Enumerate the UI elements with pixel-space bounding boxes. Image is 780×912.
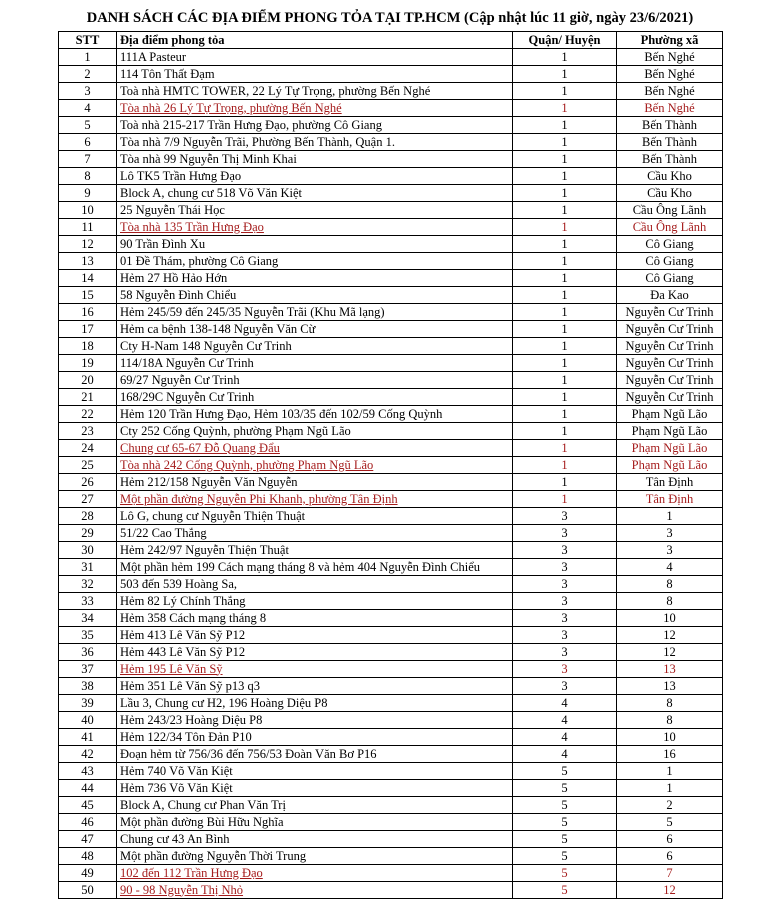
row-ward: Tân Định [617,474,723,491]
row-district: 3 [513,627,617,644]
table-row [59,83,723,100]
row-stt: 42 [59,746,117,763]
row-location: Hẻm 120 Trần Hưng Đạo, Hẻm 103/35 đến 102/59 Cống Quỳnh [117,406,513,423]
row-stt: 1 [59,49,117,66]
row-location: Toà nhà HMTC TOWER, 22 Lý Tự Trọng, phường Bến Nghé [117,83,513,100]
row-location: Hẻm 122/34 Tôn Đản P10 [117,729,513,746]
row-stt: 37 [59,661,117,678]
row-district: 4 [513,729,617,746]
table-row [59,253,723,270]
row-district: 5 [513,814,617,831]
row-location: Hẻm 358 Cách mạng tháng 8 [117,610,513,627]
row-location: Hẻm 413 Lê Văn Sỹ P12 [117,627,513,644]
table-row [59,338,723,355]
table-row [59,576,723,593]
row-ward: 6 [617,848,723,865]
row-location: 114/18A Nguyễn Cư Trinh [117,355,513,372]
row-location: 114 Tôn Thất Đạm [117,66,513,83]
row-district: 1 [513,168,617,185]
row-district: 1 [513,270,617,287]
row-ward: 8 [617,695,723,712]
row-location: Tòa nhà 99 Nguyễn Thị Minh Khai [117,151,513,168]
table-row [59,559,723,576]
table-row [59,678,723,695]
table-row [59,797,723,814]
row-district: 3 [513,508,617,525]
row-ward: Phạm Ngũ Lão [617,457,723,474]
row-district: 1 [513,236,617,253]
row-ward: Cô Giang [617,270,723,287]
row-district: 1 [513,338,617,355]
row-location: Tòa nhà 7/9 Nguyễn Trãi, Phường Bến Thành, Quận 1. [117,134,513,151]
table-row [59,644,723,661]
table-body [59,49,723,899]
table-row [59,457,723,474]
row-stt: 21 [59,389,117,406]
row-district: 1 [513,355,617,372]
row-district: 4 [513,746,617,763]
table-row [59,729,723,746]
row-location: 25 Nguyễn Thái Học [117,202,513,219]
row-stt: 6 [59,134,117,151]
table-row [59,355,723,372]
table-row [59,168,723,185]
row-district: 5 [513,763,617,780]
row-ward: 3 [617,525,723,542]
row-district: 1 [513,406,617,423]
row-location: 90 - 98 Nguyễn Thị Nhỏ [117,882,513,899]
row-stt: 32 [59,576,117,593]
row-stt: 45 [59,797,117,814]
header-location: Địa điểm phong tỏa [117,32,513,49]
row-location: Hẻm 242/97 Nguyễn Thiện Thuật [117,542,513,559]
header-ward: Phường xã [617,32,723,49]
row-ward: 13 [617,661,723,678]
row-location: Đoạn hẻm từ 756/36 đến 756/53 Đoàn Văn Bơ P16 [117,746,513,763]
row-district: 3 [513,644,617,661]
row-location: Hẻm 243/23 Hoàng Diệu P8 [117,712,513,729]
row-ward: Đa Kao [617,287,723,304]
row-ward: Cầu Ông Lãnh [617,202,723,219]
row-district: 1 [513,457,617,474]
row-district: 4 [513,695,617,712]
row-stt: 29 [59,525,117,542]
table-row [59,117,723,134]
row-stt: 46 [59,814,117,831]
row-district: 1 [513,491,617,508]
row-district: 1 [513,151,617,168]
row-ward: Phạm Ngũ Lão [617,440,723,457]
row-district: 1 [513,66,617,83]
row-district: 1 [513,185,617,202]
row-stt: 20 [59,372,117,389]
row-stt: 7 [59,151,117,168]
table-row [59,321,723,338]
table-row [59,440,723,457]
row-ward: Bến Thành [617,134,723,151]
row-ward: 3 [617,542,723,559]
row-ward: 16 [617,746,723,763]
row-district: 1 [513,49,617,66]
row-district: 1 [513,100,617,117]
table-row [59,219,723,236]
row-stt: 41 [59,729,117,746]
row-stt: 5 [59,117,117,134]
row-stt: 33 [59,593,117,610]
table-row [59,49,723,66]
row-district: 4 [513,712,617,729]
row-stt: 23 [59,423,117,440]
row-ward: Bến Thành [617,151,723,168]
row-location: Một phần hẻm 199 Cách mạng tháng 8 và hẻm 404 Nguyễn Đình Chiểu [117,559,513,576]
row-district: 3 [513,610,617,627]
row-district: 3 [513,559,617,576]
table-row [59,831,723,848]
row-stt: 2 [59,66,117,83]
row-district: 5 [513,882,617,899]
row-location: Hẻm 82 Lý Chính Thắng [117,593,513,610]
row-ward: Cô Giang [617,236,723,253]
document-title: DANH SÁCH CÁC ĐỊA ĐIỂM PHONG TỎA TẠI TP.HCM (Cập nhật lúc 11 giờ, ngày 23/6/2021) [86,10,694,26]
row-location: Một phần đường Nguyễn Thời Trung [117,848,513,865]
row-district: 3 [513,661,617,678]
row-ward: 12 [617,882,723,899]
row-district: 1 [513,202,617,219]
row-ward: Bến Nghé [617,83,723,100]
row-location: Hẻm ca bệnh 138-148 Nguyễn Văn Cừ [117,321,513,338]
row-location: Hẻm 245/59 đến 245/35 Nguyễn Trãi (Khu Mã lạng) [117,304,513,321]
row-stt: 4 [59,100,117,117]
row-ward: Nguyễn Cư Trinh [617,321,723,338]
row-district: 1 [513,219,617,236]
row-stt: 30 [59,542,117,559]
row-ward: 7 [617,865,723,882]
table-row [59,610,723,627]
row-stt: 38 [59,678,117,695]
row-district: 5 [513,831,617,848]
table-row [59,525,723,542]
row-ward: Nguyễn Cư Trinh [617,372,723,389]
table-row [59,185,723,202]
row-ward: 12 [617,644,723,661]
row-ward: 8 [617,593,723,610]
row-ward: 2 [617,797,723,814]
table-row [59,695,723,712]
table-row [59,66,723,83]
row-stt: 9 [59,185,117,202]
row-ward: Nguyễn Cư Trinh [617,338,723,355]
row-location: 168/29C Nguyễn Cư Trinh [117,389,513,406]
row-location: Lầu 3, Chung cư H2, 196 Hoàng Diệu P8 [117,695,513,712]
row-ward: Bến Nghé [617,66,723,83]
row-district: 1 [513,134,617,151]
row-district: 3 [513,542,617,559]
row-ward: Cầu Kho [617,185,723,202]
row-ward: Phạm Ngũ Lão [617,406,723,423]
table-row [59,593,723,610]
row-location: Hẻm 351 Lê Văn Sỹ p13 q3 [117,678,513,695]
row-location: Block A, chung cư 518 Võ Văn Kiệt [117,185,513,202]
table-row [59,508,723,525]
row-district: 1 [513,321,617,338]
table-row [59,287,723,304]
table-row [59,423,723,440]
table-row [59,746,723,763]
row-district: 3 [513,576,617,593]
row-ward: 1 [617,780,723,797]
row-district: 5 [513,780,617,797]
row-district: 1 [513,372,617,389]
row-ward: Bến Nghé [617,49,723,66]
row-district: 5 [513,797,617,814]
table-row [59,627,723,644]
row-stt: 10 [59,202,117,219]
table-row [59,712,723,729]
row-ward: 12 [617,627,723,644]
row-stt: 50 [59,882,117,899]
row-location: Tòa nhà 26 Lý Tự Trọng, phường Bến Nghé [117,100,513,117]
row-district: 1 [513,253,617,270]
row-district: 1 [513,117,617,134]
row-ward: 8 [617,576,723,593]
table-row [59,882,723,899]
row-stt: 25 [59,457,117,474]
row-stt: 24 [59,440,117,457]
table-row [59,661,723,678]
row-location: 58 Nguyễn Đình Chiểu [117,287,513,304]
row-stt: 28 [59,508,117,525]
row-ward: Tân Định [617,491,723,508]
row-ward: Phạm Ngũ Lão [617,423,723,440]
row-stt: 36 [59,644,117,661]
row-location: 90 Trần Đình Xu [117,236,513,253]
table-row [59,763,723,780]
row-location: Một phần đường Nguyễn Phi Khanh, phường Tân Định [117,491,513,508]
table-row [59,134,723,151]
table-row [59,491,723,508]
table-row [59,372,723,389]
table-header-row [59,32,723,49]
row-district: 3 [513,593,617,610]
row-stt: 44 [59,780,117,797]
row-location: Một phần đường Bùi Hữu Nghĩa [117,814,513,831]
row-stt: 39 [59,695,117,712]
table-row [59,151,723,168]
row-ward: 13 [617,678,723,695]
row-ward: Cầu Ông Lãnh [617,219,723,236]
row-stt: 22 [59,406,117,423]
row-location: Chung cư 65-67 Đỗ Quang Đẩu [117,440,513,457]
table-row [59,474,723,491]
row-location: Tòa nhà 242 Cống Quỳnh, phường Phạm Ngũ Lão [117,457,513,474]
row-ward: 8 [617,712,723,729]
row-location: Hẻm 212/158 Nguyễn Văn Nguyễn [117,474,513,491]
row-ward: 4 [617,559,723,576]
row-ward: 10 [617,729,723,746]
row-ward: Cô Giang [617,253,723,270]
row-district: 1 [513,440,617,457]
row-location: Lô TK5 Trần Hưng Đạo [117,168,513,185]
row-stt: 34 [59,610,117,627]
table-row [59,814,723,831]
table-row [59,202,723,219]
row-ward: Nguyễn Cư Trinh [617,355,723,372]
row-ward: 10 [617,610,723,627]
table-row [59,406,723,423]
header-district: Quận/ Huyện [513,32,617,49]
row-stt: 27 [59,491,117,508]
row-location: Tòa nhà 135 Trần Hưng Đạo [117,219,513,236]
row-stt: 19 [59,355,117,372]
row-stt: 3 [59,83,117,100]
row-district: 3 [513,525,617,542]
row-stt: 14 [59,270,117,287]
row-location: Hẻm 740 Võ Văn Kiệt [117,763,513,780]
row-district: 1 [513,287,617,304]
row-stt: 11 [59,219,117,236]
row-stt: 12 [59,236,117,253]
row-location: Chung cư 43 An Bình [117,831,513,848]
row-stt: 47 [59,831,117,848]
row-district: 1 [513,83,617,100]
row-stt: 31 [59,559,117,576]
row-stt: 16 [59,304,117,321]
lockdown-table [58,31,723,899]
table-row [59,270,723,287]
row-location: 51/22 Cao Thắng [117,525,513,542]
table-row [59,542,723,559]
table-row [59,389,723,406]
row-ward: Nguyễn Cư Trinh [617,304,723,321]
row-ward: 6 [617,831,723,848]
row-location: Cty 252 Cống Quỳnh, phường Phạm Ngũ Lão [117,423,513,440]
row-location: Hẻm 27 Hồ Hảo Hớn [117,270,513,287]
row-location: Hẻm 736 Võ Văn Kiệt [117,780,513,797]
row-district: 1 [513,304,617,321]
row-district: 5 [513,865,617,882]
row-location: Lô G, chung cư Nguyễn Thiện Thuật [117,508,513,525]
row-district: 5 [513,848,617,865]
row-location: Hẻm 443 Lê Văn Sỹ P12 [117,644,513,661]
row-stt: 8 [59,168,117,185]
table-row [59,236,723,253]
row-district: 1 [513,423,617,440]
row-location: Cty H-Nam 148 Nguyễn Cư Trinh [117,338,513,355]
row-location: 01 Đề Thám, phường Cô Giang [117,253,513,270]
row-ward: 1 [617,508,723,525]
row-stt: 40 [59,712,117,729]
row-location: 102 đến 112 Trần Hưng Đạo [117,865,513,882]
row-location: Block A, Chung cư Phan Văn Trị [117,797,513,814]
row-stt: 17 [59,321,117,338]
table-row [59,848,723,865]
row-stt: 49 [59,865,117,882]
row-stt: 15 [59,287,117,304]
row-location: 69/27 Nguyễn Cư Trinh [117,372,513,389]
row-ward: 1 [617,763,723,780]
row-ward: Nguyễn Cư Trinh [617,389,723,406]
row-stt: 48 [59,848,117,865]
row-location: Hẻm 195 Lê Văn Sỹ [117,661,513,678]
row-location: Toà nhà 215-217 Trần Hưng Đạo, phường Cô Giang [117,117,513,134]
table-row [59,304,723,321]
row-stt: 18 [59,338,117,355]
row-ward: Bến Nghé [617,100,723,117]
row-stt: 35 [59,627,117,644]
table-row [59,100,723,117]
row-ward: Cầu Kho [617,168,723,185]
row-ward: 5 [617,814,723,831]
row-location: 503 đến 539 Hoàng Sa, [117,576,513,593]
header-stt: STT [59,32,117,49]
row-ward: Bến Thành [617,117,723,134]
row-district: 1 [513,474,617,491]
row-location: 111A Pasteur [117,49,513,66]
table-row [59,865,723,882]
row-district: 1 [513,389,617,406]
row-stt: 26 [59,474,117,491]
row-district: 3 [513,678,617,695]
row-stt: 43 [59,763,117,780]
table-row [59,780,723,797]
row-stt: 13 [59,253,117,270]
